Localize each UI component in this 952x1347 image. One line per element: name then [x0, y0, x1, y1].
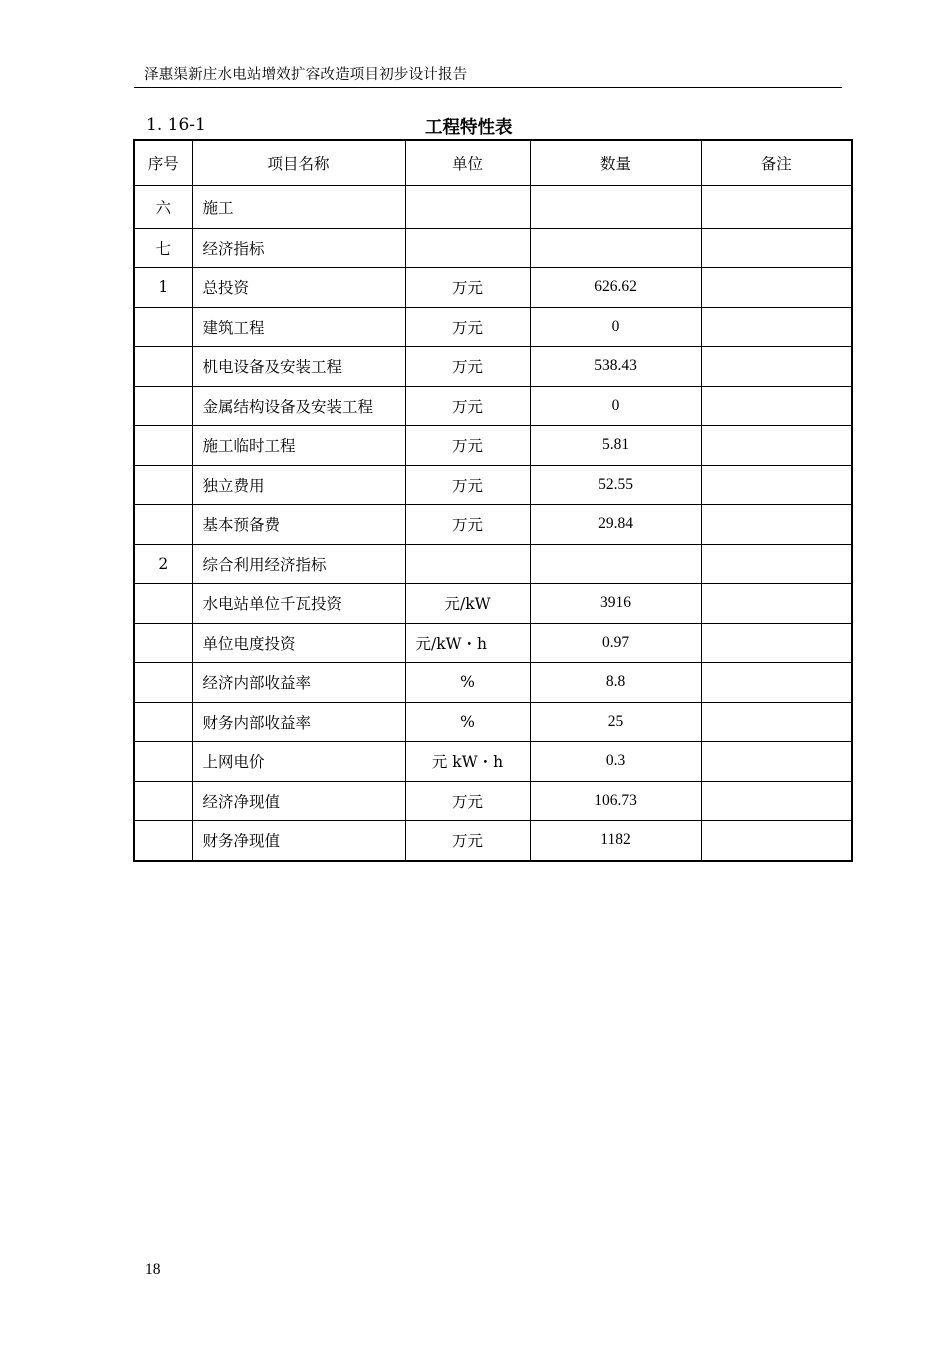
item-unit: 元 kW・h: [405, 742, 530, 782]
table-row: [134, 307, 852, 347]
item-name: 独立费用: [192, 465, 405, 505]
row-number: [134, 623, 192, 663]
item-quantity: [530, 544, 701, 584]
item-unit: 万元: [405, 465, 530, 505]
item-name: 上网电价: [192, 742, 405, 782]
table-row: [134, 505, 852, 545]
table-row: [134, 663, 852, 703]
item-unit: 万元: [405, 781, 530, 821]
column-header-qty: 数量: [530, 140, 701, 186]
row-number: [134, 742, 192, 782]
engineering-spec-table: [133, 139, 853, 862]
row-number: [134, 307, 192, 347]
item-note: [701, 307, 852, 347]
column-header-num: 序号: [134, 140, 192, 186]
table-number: 1. 16-1: [146, 115, 206, 135]
item-note: [701, 742, 852, 782]
item-name: 经济指标: [192, 228, 405, 268]
column-header-unit: 单位: [405, 140, 530, 186]
item-name: 财务净现值: [192, 821, 405, 861]
table-row: [134, 465, 852, 505]
item-note: [701, 465, 852, 505]
item-quantity: 25: [530, 702, 701, 742]
item-name: 施工临时工程: [192, 426, 405, 466]
table-row: [134, 702, 852, 742]
table-row: [134, 821, 852, 861]
item-name: 基本预备费: [192, 505, 405, 545]
item-unit: [405, 186, 530, 229]
item-name: 经济内部收益率: [192, 663, 405, 703]
item-note: [701, 347, 852, 387]
item-unit: 万元: [405, 347, 530, 387]
item-quantity: 52.55: [530, 465, 701, 505]
row-number: [134, 702, 192, 742]
item-note: [701, 186, 852, 229]
item-quantity: 1182: [530, 821, 701, 861]
item-quantity: 29.84: [530, 505, 701, 545]
row-number: [134, 426, 192, 466]
item-quantity: 0: [530, 386, 701, 426]
item-unit: 万元: [405, 307, 530, 347]
row-number: [134, 505, 192, 545]
row-number: [134, 465, 192, 505]
column-header-note: 备注: [701, 140, 852, 186]
item-quantity: 3916: [530, 584, 701, 624]
item-note: [701, 663, 852, 703]
item-name: 建筑工程: [192, 307, 405, 347]
item-note: [701, 821, 852, 861]
item-name: 水电站单位千瓦投资: [192, 584, 405, 624]
page-number: 18: [145, 1261, 161, 1278]
item-note: [701, 386, 852, 426]
item-quantity: [530, 228, 701, 268]
table-row: [134, 584, 852, 624]
row-number: 七: [134, 228, 192, 268]
item-note: [701, 544, 852, 584]
item-unit: 元/kW・h: [405, 623, 530, 663]
item-note: [701, 623, 852, 663]
item-note: [701, 505, 852, 545]
item-quantity: [530, 186, 701, 229]
item-unit: %: [405, 663, 530, 703]
item-quantity: 5.81: [530, 426, 701, 466]
item-note: [701, 268, 852, 308]
item-name: 金属结构设备及安装工程: [192, 386, 405, 426]
item-note: [701, 426, 852, 466]
item-quantity: 8.8: [530, 663, 701, 703]
item-quantity: 626.62: [530, 268, 701, 308]
item-name: 财务内部收益率: [192, 702, 405, 742]
row-number: [134, 347, 192, 387]
item-note: [701, 781, 852, 821]
item-quantity: 106.73: [530, 781, 701, 821]
row-number: [134, 821, 192, 861]
table-row: [134, 347, 852, 387]
item-unit: [405, 228, 530, 268]
row-number: 2: [134, 544, 192, 584]
table-row: [134, 186, 852, 229]
table-row: [134, 623, 852, 663]
item-name: 单位电度投资: [192, 623, 405, 663]
item-note: [701, 584, 852, 624]
table-row: [134, 386, 852, 426]
table-row: [134, 742, 852, 782]
row-number: 1: [134, 268, 192, 308]
table-title: 工程特性表: [425, 118, 513, 138]
row-number: [134, 781, 192, 821]
item-name: 机电设备及安装工程: [192, 347, 405, 387]
row-number: 六: [134, 186, 192, 229]
row-number: [134, 386, 192, 426]
item-quantity: 0: [530, 307, 701, 347]
table-row: [134, 544, 852, 584]
item-name: 经济净现值: [192, 781, 405, 821]
table-header-row: [134, 140, 852, 186]
row-number: [134, 584, 192, 624]
column-header-name: 项目名称: [192, 140, 405, 186]
item-unit: 万元: [405, 821, 530, 861]
item-unit: %: [405, 702, 530, 742]
item-quantity: 538.43: [530, 347, 701, 387]
item-note: [701, 228, 852, 268]
item-unit: 万元: [405, 426, 530, 466]
table-row: [134, 268, 852, 308]
item-unit: 万元: [405, 505, 530, 545]
item-unit: [405, 544, 530, 584]
row-number: [134, 663, 192, 703]
item-name: 总投资: [192, 268, 405, 308]
item-name: 综合利用经济指标: [192, 544, 405, 584]
table-row: [134, 781, 852, 821]
item-quantity: 0.3: [530, 742, 701, 782]
item-unit: 万元: [405, 268, 530, 308]
item-name: 施工: [192, 186, 405, 229]
document-header: 泽惠渠新庄水电站增效扩容改造项目初步设计报告: [144, 67, 468, 83]
table-row: [134, 228, 852, 268]
item-quantity: 0.97: [530, 623, 701, 663]
item-unit: 元/kW: [405, 584, 530, 624]
header-rule: [134, 87, 842, 88]
item-unit: 万元: [405, 386, 530, 426]
item-note: [701, 702, 852, 742]
table-row: [134, 426, 852, 466]
